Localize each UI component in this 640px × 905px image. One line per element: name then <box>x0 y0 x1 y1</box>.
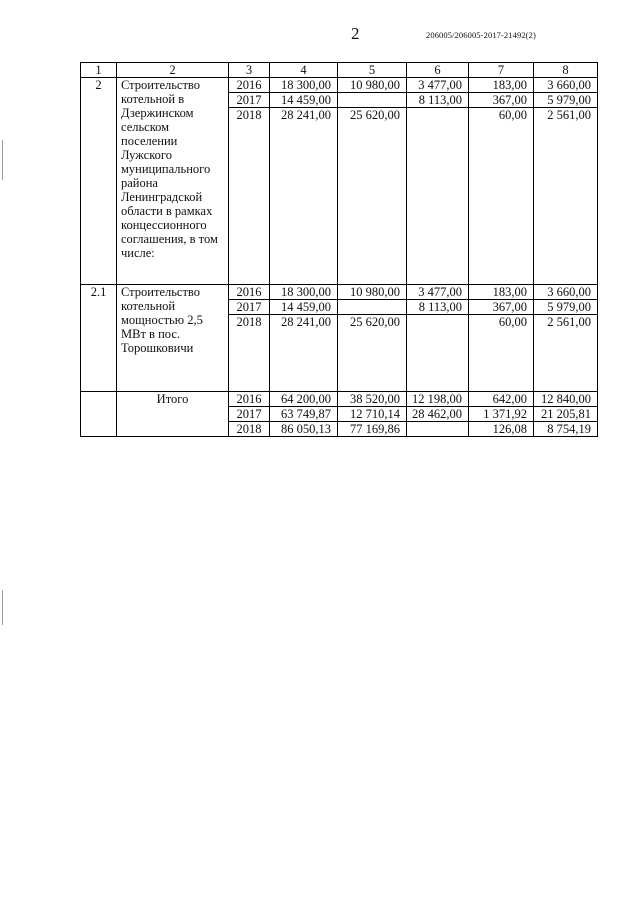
year-cell: 2017 <box>229 407 270 422</box>
column-header: 7 <box>469 63 534 78</box>
value-cell: 183,00 <box>469 285 534 300</box>
scan-margin-mark <box>2 140 3 180</box>
value-cell: 183,00 <box>469 78 534 93</box>
value-cell: 1 371,92 <box>469 407 534 422</box>
column-header: 8 <box>534 63 598 78</box>
value-cell: 3 660,00 <box>534 285 598 300</box>
document-id: 206005/206005-2017-21492(2) <box>426 30 536 40</box>
value-cell <box>338 93 407 108</box>
column-header: 3 <box>229 63 270 78</box>
item-name: Строительство котельной в Дзержинском сельском поселении Лужского муниципального района Ленинградской области в рамках концессионного соглашения, в том числе: <box>117 78 229 285</box>
value-cell: 10 980,00 <box>338 78 407 93</box>
value-cell: 60,00 <box>469 108 534 285</box>
year-cell: 2017 <box>229 300 270 315</box>
table-header-row <box>81 63 598 78</box>
year-cell: 2018 <box>229 422 270 437</box>
value-cell: 77 169,86 <box>338 422 407 437</box>
value-cell: 18 300,00 <box>270 78 338 93</box>
value-cell: 2 561,00 <box>534 108 598 285</box>
page-number: 2 <box>351 24 360 43</box>
value-cell: 60,00 <box>469 315 534 392</box>
value-cell: 367,00 <box>469 93 534 108</box>
value-cell: 25 620,00 <box>338 108 407 285</box>
value-cell: 14 459,00 <box>270 300 338 315</box>
column-header: 2 <box>117 63 229 78</box>
value-cell <box>407 422 469 437</box>
value-cell: 8 754,19 <box>534 422 598 437</box>
value-cell: 18 300,00 <box>270 285 338 300</box>
value-cell: 5 979,00 <box>534 300 598 315</box>
table-row <box>81 392 598 407</box>
value-cell: 10 980,00 <box>338 285 407 300</box>
value-cell: 25 620,00 <box>338 315 407 392</box>
value-cell: 3 477,00 <box>407 285 469 300</box>
value-cell <box>407 108 469 285</box>
value-cell: 5 979,00 <box>534 93 598 108</box>
financing-table <box>80 62 598 437</box>
item-name: Строительство котельной мощностью 2,5 МВт в пос. Торошковичи <box>117 285 229 392</box>
column-header: 5 <box>338 63 407 78</box>
value-cell: 3 660,00 <box>534 78 598 93</box>
value-cell: 12 840,00 <box>534 392 598 407</box>
value-cell: 63 749,87 <box>270 407 338 422</box>
value-cell: 28 462,00 <box>407 407 469 422</box>
value-cell: 28 241,00 <box>270 108 338 285</box>
value-cell: 86 050,13 <box>270 422 338 437</box>
scan-margin-mark <box>2 590 3 625</box>
value-cell: 21 205,81 <box>534 407 598 422</box>
year-cell: 2016 <box>229 285 270 300</box>
table-row <box>81 78 598 93</box>
column-header: 6 <box>407 63 469 78</box>
value-cell: 8 113,00 <box>407 93 469 108</box>
row-number <box>81 392 117 437</box>
total-label: Итого <box>117 392 229 437</box>
column-header: 4 <box>270 63 338 78</box>
row-number: 2.1 <box>81 285 117 392</box>
value-cell: 126,08 <box>469 422 534 437</box>
value-cell: 14 459,00 <box>270 93 338 108</box>
year-cell: 2016 <box>229 78 270 93</box>
value-cell: 64 200,00 <box>270 392 338 407</box>
value-cell: 8 113,00 <box>407 300 469 315</box>
value-cell <box>407 315 469 392</box>
value-cell: 3 477,00 <box>407 78 469 93</box>
value-cell: 367,00 <box>469 300 534 315</box>
value-cell: 28 241,00 <box>270 315 338 392</box>
value-cell: 2 561,00 <box>534 315 598 392</box>
value-cell: 12 710,14 <box>338 407 407 422</box>
value-cell <box>338 300 407 315</box>
year-cell: 2016 <box>229 392 270 407</box>
column-header: 1 <box>81 63 117 78</box>
value-cell: 642,00 <box>469 392 534 407</box>
row-number: 2 <box>81 78 117 285</box>
year-cell: 2018 <box>229 108 270 285</box>
year-cell: 2017 <box>229 93 270 108</box>
table-row <box>81 285 598 300</box>
value-cell: 12 198,00 <box>407 392 469 407</box>
year-cell: 2018 <box>229 315 270 392</box>
value-cell: 38 520,00 <box>338 392 407 407</box>
